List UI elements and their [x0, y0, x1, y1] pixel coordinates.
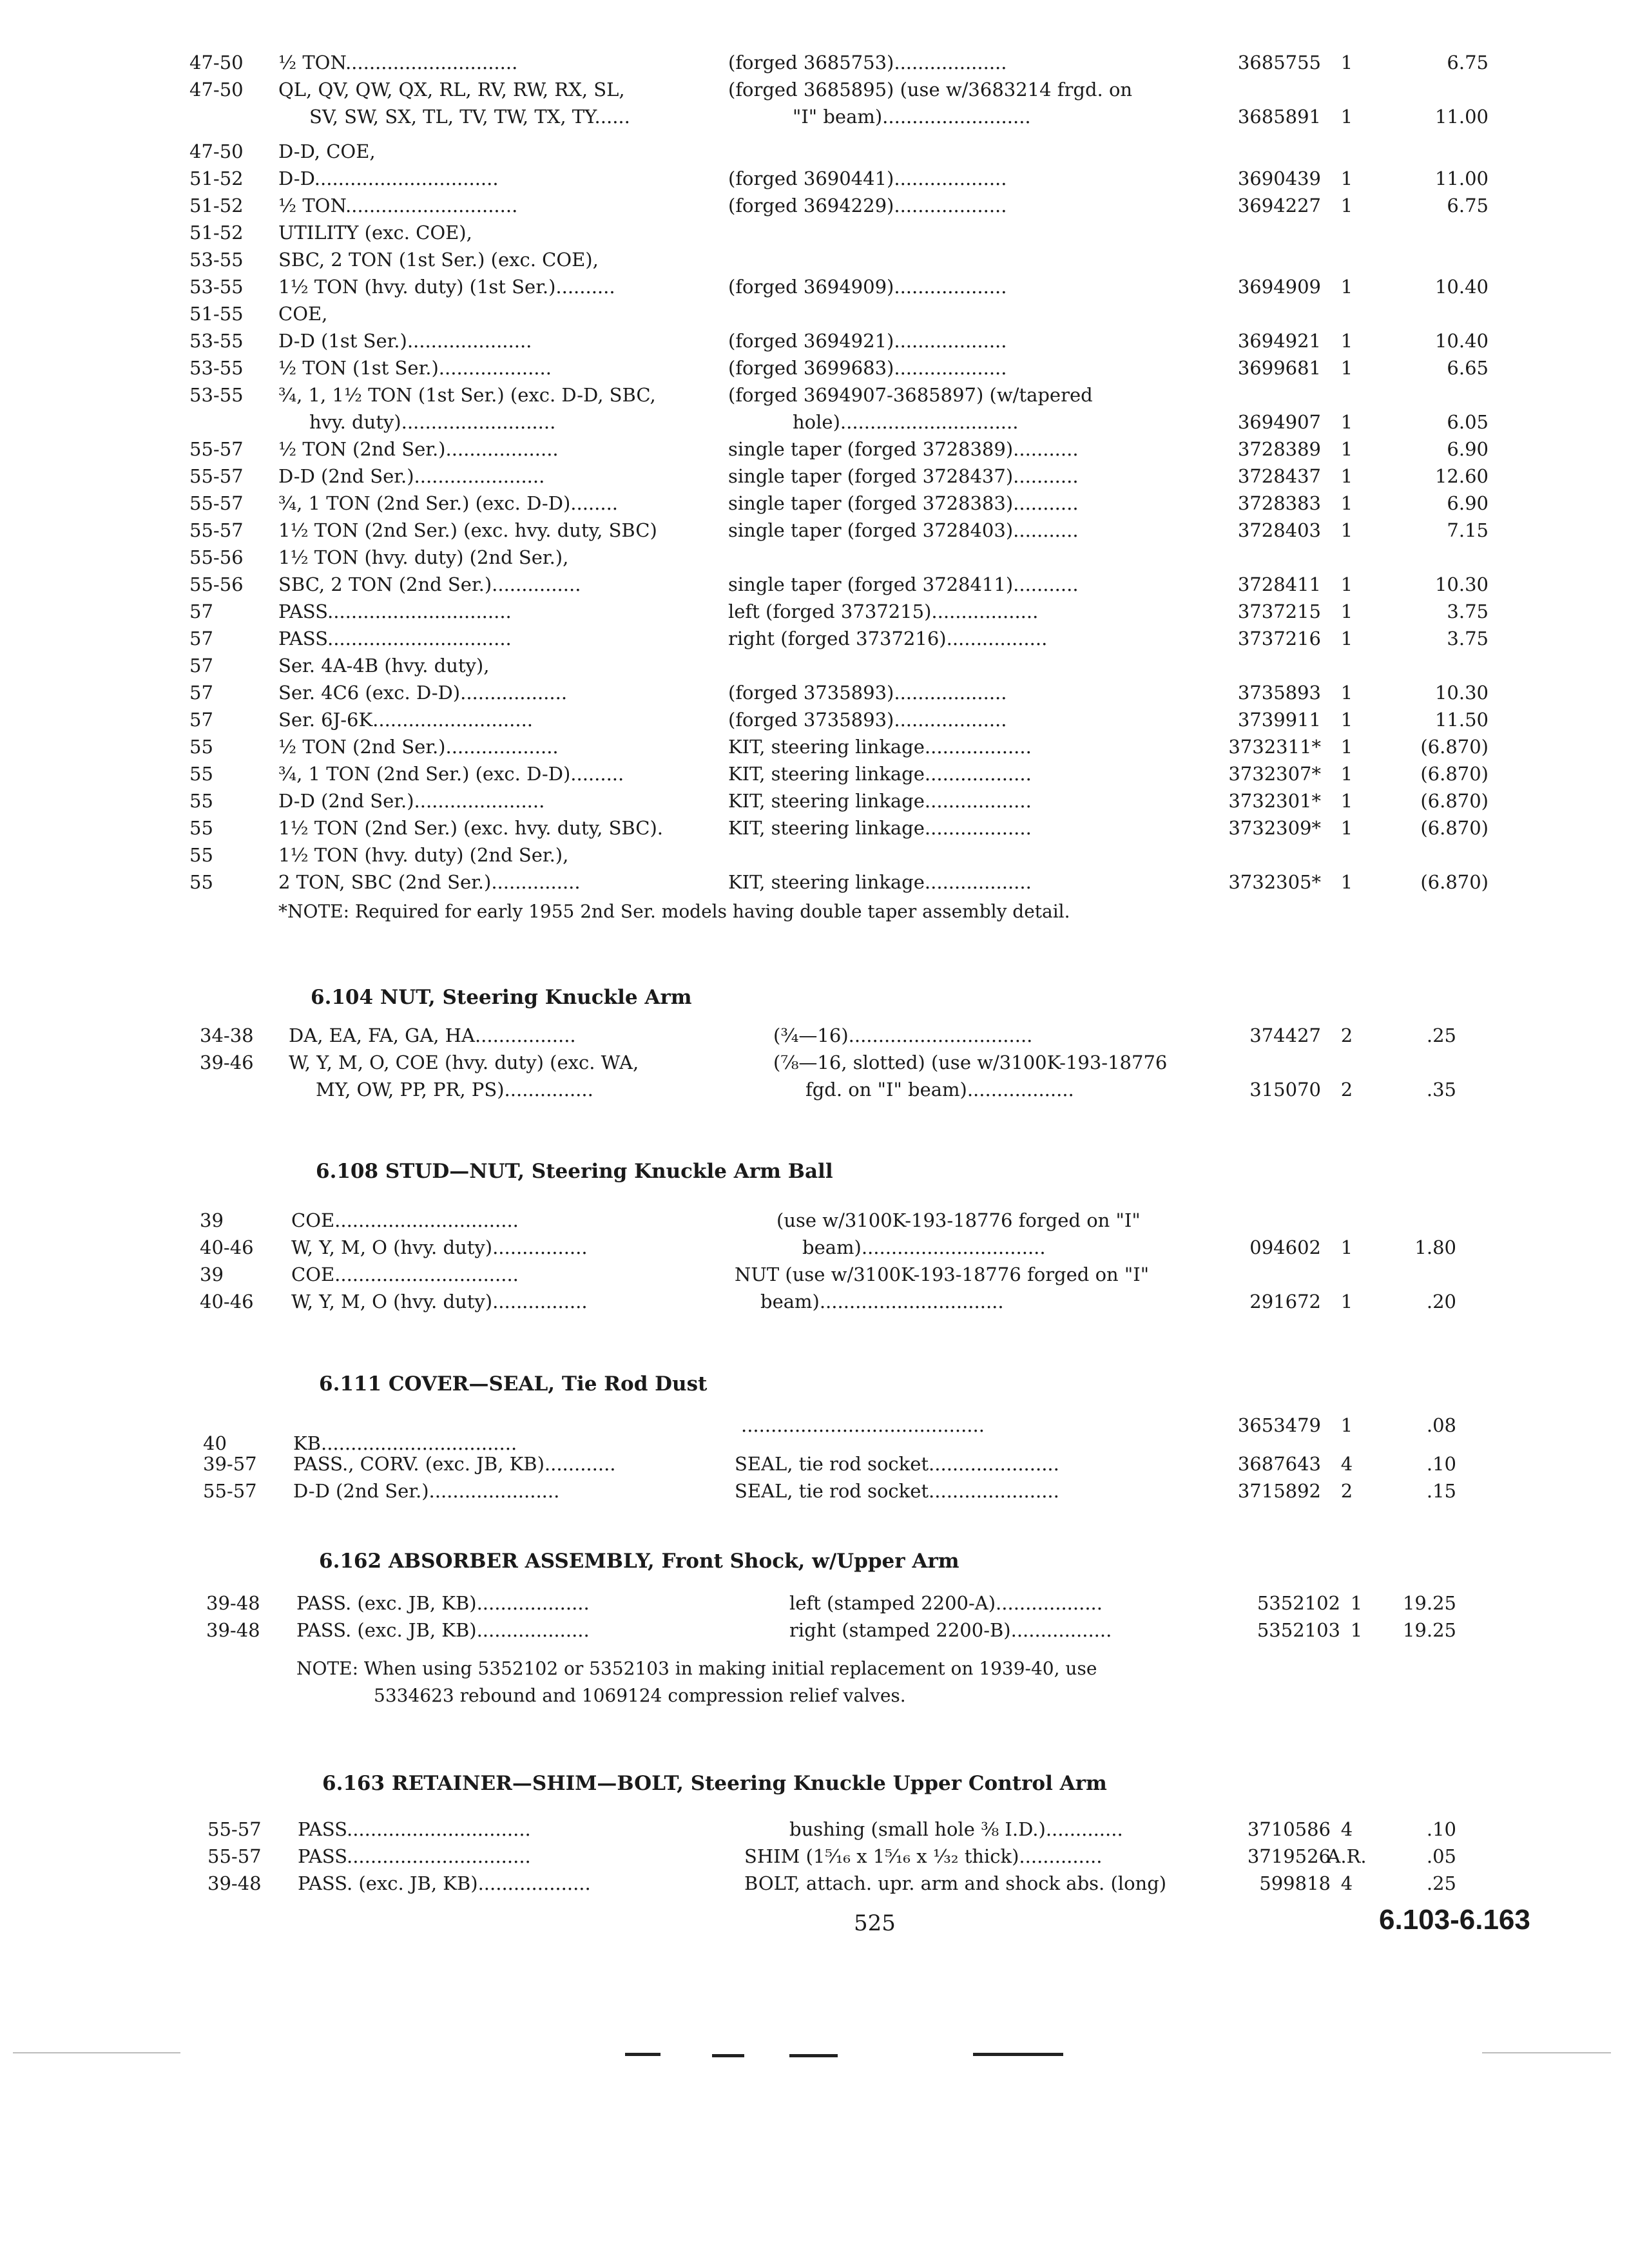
section-heading: 6.111 COVER—SEAL, Tie Rod Dust [319, 1372, 708, 1396]
table-row: 55 1½ TON (hvy. duty) (2nd Ser.), [189, 844, 569, 866]
table-row: 55-57 1½ TON (2nd Ser.) (exc. hvy. duty, SBC) single taper (forged 3728403)........... 3728403 1 7.15 [189, 519, 1489, 541]
table-row: 57 Ser. 6J-6K........................... (forged 3735893)................... 3739911 1 11.50 [189, 709, 1489, 731]
table-row: 55 ½ TON (2nd Ser.)................... KIT, steering linkage.................. 3732311* 1 (6.870) [189, 736, 1489, 758]
table-row: 53-55 ¾, 1, 1½ TON (1st Ser.) (exc. D-D, SBC, (forged 3694907-3685897) (w/tapered [189, 384, 1093, 406]
table-row: 39-46 W, Y, M, O, COE (hvy. duty) (exc. WA, (⅞—16, slotted) (use w/3100K-193-18776 [200, 1052, 1168, 1073]
table-row: 39 COE............................... (use w/3100K-193-18776 forged on "I" [200, 1209, 1141, 1231]
table-row: 39-48 PASS. (exc. JB, KB)................... BOLT, attach. upr. arm and shock abs. (long) 599818 4 .25 [207, 1872, 1456, 1894]
table-row: 55-57 ½ TON (2nd Ser.)................... single taper (forged 3728389)........... 3728389 1 6.90 [189, 438, 1489, 460]
table-row: 51-55 COE, [189, 303, 328, 325]
table-row: 39-48 PASS. (exc. JB, KB)................... left (stamped 2200-A).................. 5352102 1 19.25 [206, 1592, 1456, 1614]
section-range: 6.103-6.163 [1379, 1904, 1530, 1936]
section-note: 5334623 rebound and 1069124 compression relief valves. [374, 1685, 906, 1706]
table-row: 57 Ser. 4A-4B (hvy. duty), [189, 655, 490, 677]
table-row: hvy. duty).......................... hole).............................. 3694907 1 6.05 [309, 411, 1489, 433]
table-row: 55 ¾, 1 TON (2nd Ser.) (exc. D-D)......... KIT, steering linkage.................. 3732307* 1 (6.870) [189, 763, 1489, 785]
table-row: 57 PASS............................... right (forged 3737216)................. 3737216 1 3.75 [189, 628, 1489, 649]
table-row: 53-55 D-D (1st Ser.)..................... (forged 3694921)................... 3694921 1 10.40 [189, 330, 1489, 352]
table-row: 55-56 SBC, 2 TON (2nd Ser.)............... single taper (forged 3728411)........... 3728411 1 10.30 [189, 573, 1489, 595]
table-row: 55 D-D (2nd Ser.)...................... KIT, steering linkage.................. 3732301* 1 (6.870) [189, 790, 1489, 812]
table-row: 57 PASS............................... left (forged 3737215).................. 3737215 1 3.75 [189, 601, 1489, 622]
table-row: 47-50 D-D, COE, [189, 140, 376, 162]
section-note: NOTE: When using 5352102 or 5352103 in making initial replacement on 1939-40, use [296, 1658, 1097, 1679]
table-row: 53-55 1½ TON (hvy. duty) (1st Ser.).......... (forged 3694909)................... 3694909 1 10.40 [189, 276, 1489, 298]
table-row: 55 1½ TON (2nd Ser.) (exc. hvy. duty, SBC). KIT, steering linkage.................. 3732309* 1 (6.870) [189, 817, 1489, 839]
scan-artifact [973, 2053, 1063, 2056]
table-row: 53-55 SBC, 2 TON (1st Ser.) (exc. COE), [189, 249, 599, 271]
table-row: 40 KB................................. [203, 1432, 517, 1454]
table-row: 40-46 W, Y, M, O (hvy. duty)................ beam)............................... 291672 1 .20 [200, 1291, 1456, 1312]
scan-artifact [712, 2054, 744, 2057]
table-row: 39-57 PASS., CORV. (exc. JB, KB)............ SEAL, tie rod socket...................... 3687643 4 .10 [203, 1453, 1456, 1475]
table-row: 34-38 DA, EA, FA, GA, HA................. (¾—16)............................... 374427 2 .25 [200, 1024, 1456, 1046]
table-row: 55-57 PASS............................... SHIM (1⁵⁄₁₆ x 1⁵⁄₁₆ x ¹⁄₃₂ thick).............. 3719526 A.R. .05 [207, 1845, 1456, 1867]
table-row: MY, OW, PP, PR, PS)............... fgd. on "I" beam).................. 315070 2 .35 [316, 1079, 1456, 1100]
table-row: 55-57 ¾, 1 TON (2nd Ser.) (exc. D-D)........ single taper (forged 3728383)........... 3728383 1 6.90 [189, 492, 1489, 514]
table-row: SV, SW, SX, TL, TV, TW, TX, TY...... "I" beam)......................... 3685891 1 11.00 [309, 106, 1489, 128]
table-row: 55-57 D-D (2nd Ser.)...................... SEAL, tie rod socket...................... 3715892 2 .15 [203, 1480, 1456, 1502]
table-row: 55-57 PASS............................... bushing (small hole ⅜ I.D.)............. 3710586 4 .10 [207, 1818, 1456, 1840]
scan-artifact [789, 2054, 838, 2057]
table-row: 51-52 D-D............................... (forged 3690441)................... 3690439 1 11.00 [189, 168, 1489, 189]
section-heading: 6.163 RETAINER—SHIM—BOLT, Steering Knuckle Upper Control Arm [322, 1772, 1107, 1795]
section-note: *NOTE: Required for early 1955 2nd Ser. models having double taper assembly detail. [278, 901, 1070, 922]
table-row: 51-52 UTILITY (exc. COE), [189, 222, 472, 244]
table-row: 47-50 ½ TON............................. (forged 3685753)................... 3685755 1 6.75 [189, 52, 1489, 73]
scan-artifact [625, 2053, 660, 2056]
table-row: ......................................... 3653479 1 .08 [741, 1414, 1456, 1436]
section-heading: 6.108 STUD—NUT, Steering Knuckle Arm Ball [316, 1160, 833, 1183]
page-number: 525 [854, 1910, 896, 1936]
table-row: 55 2 TON, SBC (2nd Ser.)............... KIT, steering linkage.................. 3732305* 1 (6.870) [189, 871, 1489, 893]
scan-artifact [1482, 2052, 1611, 2053]
table-row: 51-52 ½ TON............................. (forged 3694229)................... 3694227 1 6.75 [189, 195, 1489, 216]
table-row: 39-48 PASS. (exc. JB, KB)................... right (stamped 2200-B)................. 5352103 1 19.25 [206, 1619, 1456, 1641]
table-row: 53-55 ½ TON (1st Ser.)................... (forged 3699683)................... 3699681 1 6.65 [189, 357, 1489, 379]
table-row: 40-46 W, Y, M, O (hvy. duty)................ beam)............................... 094602 1 1.80 [200, 1236, 1456, 1258]
table-row: 57 Ser. 4C6 (exc. D-D).................. (forged 3735893)................... 3735893 1 10.30 [189, 682, 1489, 704]
table-row: 55-57 D-D (2nd Ser.)...................... single taper (forged 3728437)........... 3728437 1 12.60 [189, 465, 1489, 487]
section-heading: 6.104 NUT, Steering Knuckle Arm [311, 986, 692, 1009]
table-row: 55-56 1½ TON (hvy. duty) (2nd Ser.), [189, 546, 569, 568]
table-row: 47-50 QL, QV, QW, QX, RL, RV, RW, RX, SL, (forged 3685895) (use w/3683214 frgd. on [189, 79, 1133, 101]
scan-artifact [13, 2052, 180, 2053]
section-heading: 6.162 ABSORBER ASSEMBLY, Front Shock, w/Upper Arm [319, 1550, 959, 1573]
table-row: 39 COE............................... NUT (use w/3100K-193-18776 forged on "I" [200, 1264, 1150, 1285]
